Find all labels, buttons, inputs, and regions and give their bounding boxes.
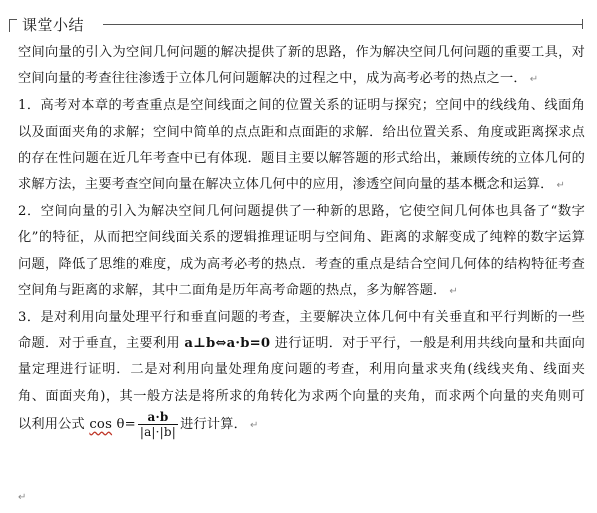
- section-header: [9, 12, 589, 38]
- section-title: 课堂小结: [22, 16, 85, 34]
- header-rule-end: [582, 19, 583, 29]
- point-3-text-a: 3．是对利用向量处理平行和垂直问题的考查，主要解决立体几何中有关垂直和平行判断的一些命题．对于垂直，主要利用: [18, 310, 585, 352]
- perpendicular-formula: a⊥b⇔a·b=0: [184, 336, 271, 352]
- point-3-text-b: 进行证明．对于平行，一般是利用共线向量和共面向量定理进行证明．二是对利用向量处理角度问题的考查，利用向量求夹角(线线夹角、线面夹角、面面夹角)，其一般方法是将所求的角转化为求两个向量的夹角，而求两个向量的夹角则可以利用公式: [18, 336, 585, 432]
- fraction-numerator: a·b: [138, 410, 178, 425]
- intro-paragraph: [18, 40, 585, 93]
- angle-formula-fraction: [138, 410, 178, 439]
- paragraph-mark-icon: ↵: [556, 180, 566, 192]
- paragraph-mark-icon: ↵: [529, 74, 539, 86]
- header-rule: [103, 24, 583, 25]
- point-1-text: 1．高考对本章的考查重点是空间线面之间的位置关系的证明与探究；空间中的线线角、线面角以及面面夹角的求解；空间中简单的点点距和点面距的求解．给出位置关系、角度或距离探求点的存在性问题在近几年考查中已有体现．题目主要以解答题的形式给出，兼顾传统的立体几何的求解方法，主要考查空间向量在解决立体几何中的应用，渗透空间向量的基本概念和运算．: [18, 98, 585, 193]
- intro-text: 空间向量的引入为空间几何问题的解决提供了新的思路，作为解决空间几何问题的重要工具，对空间向量的考查往往渗透于立体几何问题解决的过程之中，成为高考必考的热点之一．: [18, 45, 585, 87]
- cos-symbol: cos: [89, 416, 113, 432]
- paragraph-mark-icon: ↵: [449, 285, 458, 297]
- header-corner-bracket: [9, 19, 17, 32]
- paragraph-mark-icon: ↵: [18, 492, 27, 503]
- theta-symbol: θ=: [112, 416, 136, 432]
- point-3-paragraph: [18, 305, 585, 439]
- point-3-text-c: 进行计算．: [180, 416, 247, 432]
- point-1-paragraph: [18, 93, 585, 199]
- point-2-paragraph: [18, 199, 585, 305]
- point-2-text: 2．空间向量的引入为解决空间几何问题提供了一种新的思路，它使空间几何体也具备了“数字化”的特征，从而把空间线面关系的逻辑推理证明与空间角、距离的求解变成了纯粹的数字运算问题，降低了思维的难度，成为高考必考的热点．考查的重点是结合空间几何体的结构特征考查空间角与距离的求解，其中二面角是历年高考命题的热点，多为解答题．: [18, 204, 585, 298]
- fraction-denominator: |a|·|b|: [139, 424, 177, 439]
- summary-body: [18, 40, 585, 439]
- paragraph-mark-icon: ↵: [250, 419, 259, 431]
